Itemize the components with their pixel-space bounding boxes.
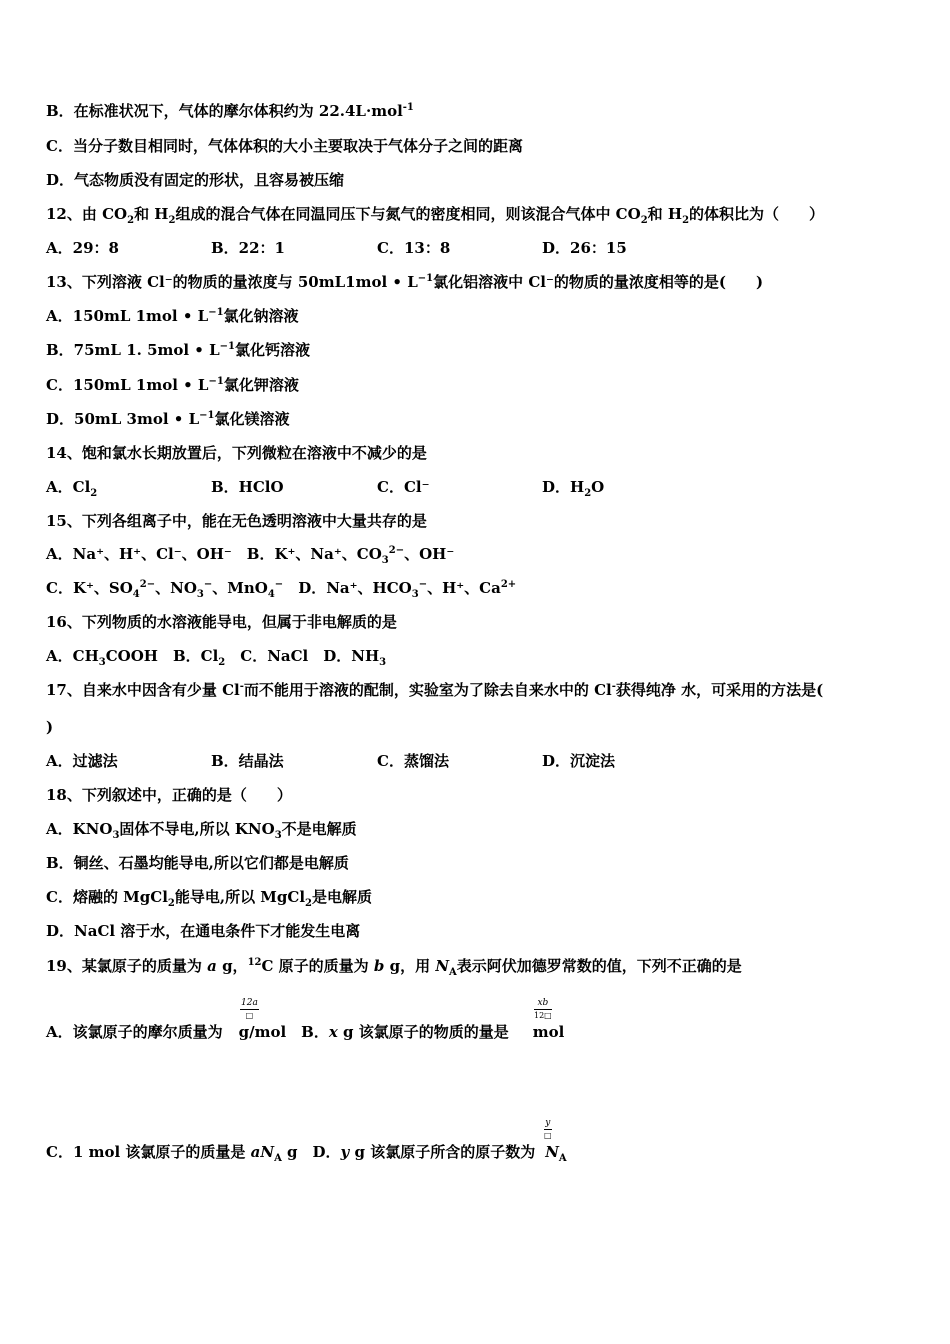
q14-option-a: A．$Cl_2$: [46, 478, 98, 499]
q12-option-a: A．29：8: [46, 239, 119, 257]
q13-option-b: B．75mL 1. 5mol • $L^{-1}$氯化钙溶液: [46, 341, 311, 359]
q12-option-b: B．22：1: [211, 239, 285, 257]
q19-fraction-amount: $\frac{xb}{12□}$: [534, 998, 552, 1020]
q15-options-ab: A．Na⁺、H⁺、Cl⁻、OH⁻ B．K⁺、Na⁺、$CO_3^{2-}$、OH⁻: [46, 545, 455, 566]
q17-option-d: D．沉淀法: [542, 752, 616, 770]
q12-option-d: D．26：15: [542, 239, 627, 257]
q16-options: A．$CH_3COOH$ B．$Cl_2$ C．NaCl D．$NH_3$: [46, 647, 387, 668]
q19-fraction-molar-mass: 12a □: [241, 998, 258, 1020]
q17-option-b: B．结晶法: [211, 752, 284, 770]
q14-stem: 14、饱和氯水长期放置后，下列微粒在溶液中不减少的是: [46, 444, 427, 462]
q12-option-c: C．13：8: [377, 239, 451, 257]
q11-option-c: C．当分子数目相同时，气体体积的大小主要取决于气体分子之间的距离: [46, 137, 523, 155]
q13-option-c: C．150mL 1mol • $L^{-1}$氯化钾溶液: [46, 376, 299, 394]
q15-stem: 15、下列各组离子中，能在无色透明溶液中大量共存的是: [46, 512, 427, 530]
q13-option-d: D．50mL 3mol • $L^{-1}$氯化镁溶液: [46, 410, 290, 428]
q18-option-d: D．NaCl 溶于水，在通电条件下才能发生电离: [46, 922, 361, 940]
q14-option-c: C．Cl⁻: [377, 478, 430, 496]
q17-option-a: A．过滤法: [46, 752, 118, 770]
q19-options-cd: C．1 mol 该氯原子的质量是 $aN_A$ g D．y g 该氯原子所含的原子数为 $N_A$: [46, 1143, 567, 1164]
q12-stem: 12、由 $CO_2$和 $H_2$组成的混合气体在同温同压下与氮气的密度相同，则该混合气体中 $CO_2$和 $H_2$的体积比为（ ）: [46, 205, 825, 226]
q13-stem: 13、下列溶液 Cl⁻的物质的量浓度与 50mL1mol • $L^{-1}$氯化铝溶液中 Cl⁻的物质的量浓度相等的是( ): [46, 273, 764, 291]
q11-option-d: D．气态物质没有固定的形状，且容易被压缩: [46, 171, 345, 189]
q11-option-b: B．在标准状况下，气体的摩尔体积约为 22.4L·mol$^{-1}$: [46, 102, 414, 120]
q13-option-a: A．150mL 1mol • $L^{-1}$氯化钠溶液: [46, 307, 299, 325]
q19-fraction-atoms: y □: [544, 1118, 552, 1140]
q15-options-cd: C．K⁺、$SO_4^{2-}$、$NO_3^-$、MnO$_4$− D．Na⁺、$HCO_3^-$、H⁺、$Ca^{2+}$: [46, 579, 517, 600]
q14-option-b: B．HClO: [211, 478, 284, 496]
q14-option-d: D．$H_2O$: [542, 478, 605, 499]
q18-option-c: C．熔融的 MgCl$_2$能导电,所以 MgCl$_2$是电解质: [46, 888, 373, 909]
q16-stem: 16、下列物质的水溶液能导电，但属于非电解质的是: [46, 613, 397, 631]
q18-option-a: A．$KNO_3$固体不导电,所以 $KNO_3$不是电解质: [46, 820, 357, 841]
q17-stem: 17、自来水中因含有少量 Cl-而不能用于溶液的配制，实验室为了除去自来水中的 Cl-获得纯净 水，可采用的方法是(: [46, 681, 824, 699]
q19-stem: 19、某氯原子的质量为 a g，$^{12}$C 原子的质量为 b g，用 $N_A$表示阿伏加德罗常数的值，下列不正确的是: [46, 957, 742, 978]
q19-options-ab: A．该氯原子的摩尔质量为 g/mol B．x g 该氯原子的物质的量是 mol: [46, 1023, 565, 1041]
q17-stem-end: ): [46, 718, 54, 736]
q18-option-b: B．铜丝、石墨均能导电,所以它们都是电解质: [46, 854, 349, 872]
q17-option-c: C．蒸馏法: [377, 752, 449, 770]
q18-stem: 18、下列叙述中，正确的是（ ）: [46, 786, 292, 804]
